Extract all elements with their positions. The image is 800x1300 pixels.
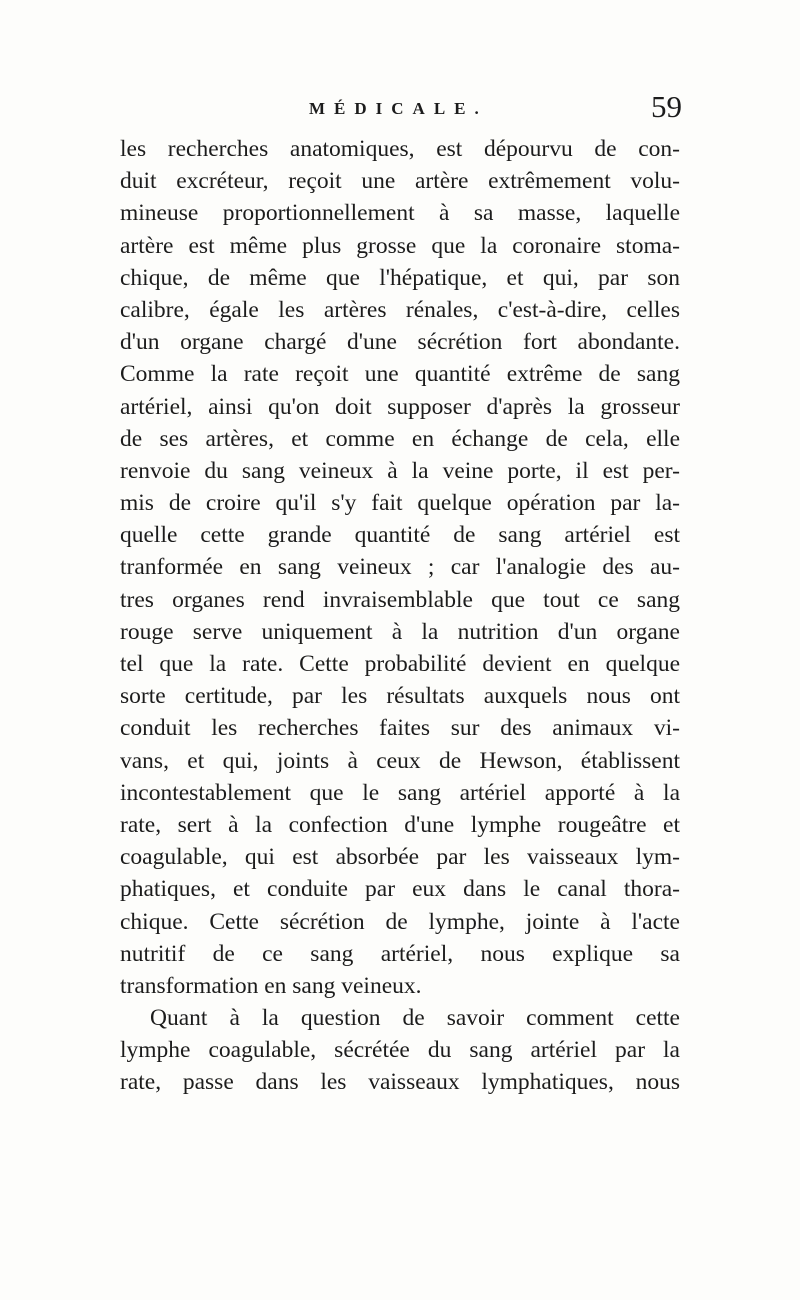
text-line: mis de croire qu'il s'y fait quelque opération par la- xyxy=(120,490,680,517)
text-line: les recherches anatomiques, est dépourvu de con- xyxy=(120,136,680,162)
text-line: artériel, ainsi qu'on doit supposer d'après la grosseur xyxy=(120,393,680,420)
text-line: incontestablement que le sang artériel apporté à la xyxy=(120,779,680,806)
text-line: lymphe coagulable, sécrétée du sang artériel par la xyxy=(120,1037,680,1064)
text-line: duit excréteur, reçoit une artère extrêmement volu- xyxy=(120,168,680,195)
text-line: quelle cette grande quantité de sang artériel est xyxy=(120,522,680,549)
text-line: coagulable, qui est absorbée par les vaisseaux lym- xyxy=(120,844,680,871)
text-line: tres organes rend invraisemblable que tout ce sang xyxy=(120,586,680,613)
text-line: rate, sert à la confection d'une lymphe rougeâtre et xyxy=(120,811,680,838)
text-line: sorte certitude, par les résultats auxquels nous ont xyxy=(120,683,680,710)
text-line: nutritif de ce sang artériel, nous explique sa xyxy=(120,940,680,967)
text-line: conduit les recherches faites sur des animaux vi- xyxy=(120,715,680,742)
text-line: Comme la rate reçoit une quantité extrême de sang xyxy=(120,361,680,388)
running-title: MÉDICALE. xyxy=(309,99,488,118)
text-line: de ses artères, et comme en échange de cela, elle xyxy=(120,425,680,452)
text-line: artère est même plus grosse que la coronaire stoma- xyxy=(120,232,680,259)
text-line: d'un organe chargé d'une sécrétion fort abondante. xyxy=(120,329,680,356)
text-line: tranformée en sang veineux ; car l'analogie des au- xyxy=(120,554,680,581)
text-line: calibre, égale les artères rénales, c'est-à-dire, celles xyxy=(120,296,680,323)
text-line: chique. Cette sécrétion de lymphe, jointe à l'acte xyxy=(120,908,680,935)
text-line: mineuse proportionnellement à sa masse, laquelle xyxy=(120,200,680,227)
paragraph-end-line: transformation en sang veineux. xyxy=(120,972,422,999)
page-number: 59 xyxy=(651,89,682,124)
running-head xyxy=(120,89,682,133)
text-line: rate, passe dans les vaisseaux lymphatiques, nous xyxy=(120,1069,680,1096)
text-line: rouge serve uniquement à la nutrition d'un organe xyxy=(120,618,680,645)
text-line: vans, et qui, joints à ceux de Hewson, établissent xyxy=(120,747,680,774)
text-line: renvoie du sang veineux à la veine porte, il est per- xyxy=(120,457,680,484)
paragraph-start-line: Quant à la question de savoir comment cette xyxy=(150,1005,680,1032)
text-line: chique, de même que l'hépatique, et qui, par son xyxy=(120,264,680,291)
text-line: phatiques, et conduite par eux dans le canal thora- xyxy=(120,876,680,903)
text-line: tel que la rate. Cette probabilité devient en quelque xyxy=(120,651,680,677)
body-text xyxy=(120,133,680,1099)
